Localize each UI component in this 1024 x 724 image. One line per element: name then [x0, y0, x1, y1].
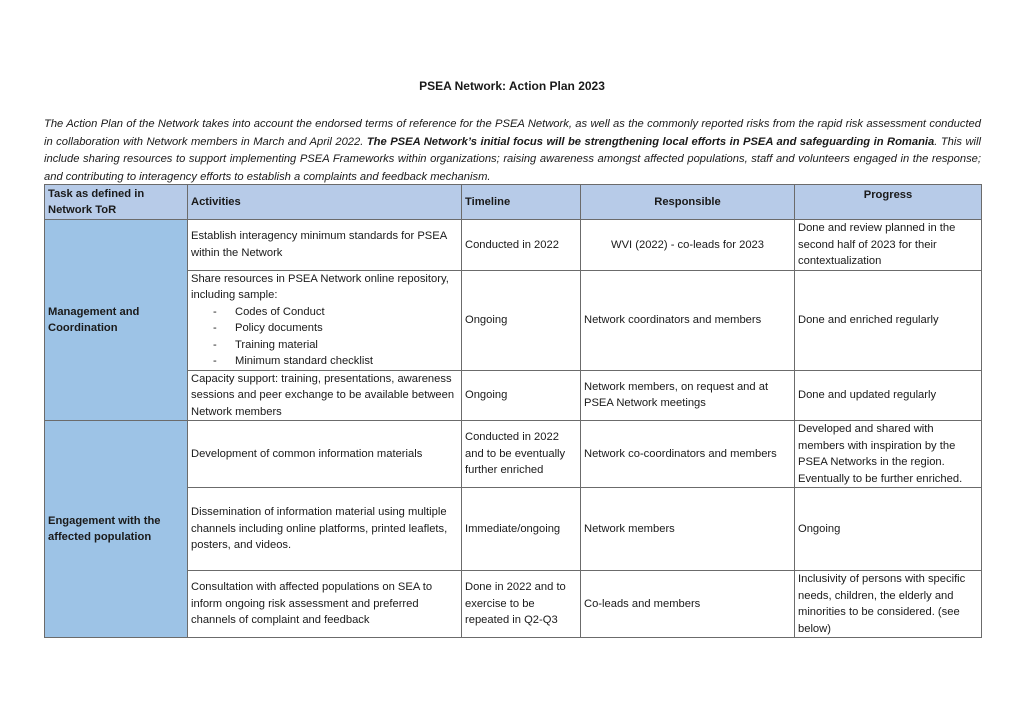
task-cell-engagement: Engagement with the affected population [45, 421, 188, 638]
progress-cell: Done and review planned in the second half of 2023 for their contextualization [795, 220, 982, 271]
timeline-cell: Ongoing [462, 370, 581, 421]
list-item: - Codes of Conduct [213, 304, 458, 321]
responsible-cell: Co-leads and members [581, 571, 795, 638]
table-row [45, 421, 982, 488]
activity-cell: Establish interagency minimum standards for PSEA within the Network [188, 220, 462, 271]
responsible-cell: Network members [581, 488, 795, 571]
table-header-row [45, 185, 982, 220]
header-responsible: Responsible [581, 185, 795, 220]
list-item: - Policy documents [213, 320, 458, 337]
progress-cell: Done and enriched regularly [795, 270, 982, 370]
header-activities: Activities [188, 185, 462, 220]
list-item: - Minimum standard checklist [213, 353, 458, 370]
task-cell-management: Management and Coordination [45, 220, 188, 421]
activity-cell: Dissemination of information material using multiple channels including online platforms, printed leaflets, posters, and videos. [188, 488, 462, 571]
responsible-cell: WVI (2022) - co-leads for 2023 [581, 220, 795, 271]
timeline-cell: Done in 2022 and to exercise to be repeated in Q2-Q3 [462, 571, 581, 638]
list-item: - Training material [213, 337, 458, 354]
document-title: PSEA Network: Action Plan 2023 [419, 79, 605, 93]
timeline-cell: Immediate/ongoing [462, 488, 581, 571]
progress-cell: Developed and shared with members with inspiration by the PSEA Networks in the region. Eventually to be further enriched. [795, 421, 982, 488]
intro-bold-text: The PSEA Network’s initial focus will be strengthening local efforts in PSEA and safeguarding in Romania [366, 135, 935, 148]
timeline-cell: Conducted in 2022 [462, 220, 581, 271]
responsible-cell: Network coordinators and members [581, 270, 795, 370]
responsible-cell: Network co-coordinators and members [581, 421, 795, 488]
action-plan-table [44, 184, 982, 638]
intro-text-2: . This will include sharing resources to support implementing PSEA Frameworks within organizations; raising awareness amongst affected populations, staff and volunteers engaged in the response; and contributing to interagency efforts to establish a complaints and feedback mechanism. [44, 135, 981, 183]
header-timeline: Timeline [462, 185, 581, 220]
timeline-cell: Ongoing [462, 270, 581, 370]
activity-cell: Development of common information materials [188, 421, 462, 488]
activity-text: Share resources in PSEA Network online repository, including sample: [191, 272, 449, 301]
progress-cell: Ongoing [795, 488, 982, 571]
activity-cell: Consultation with affected populations on SEA to inform ongoing risk assessment and preferred channels of complaint and feedback [188, 571, 462, 638]
timeline-cell: Conducted in 2022 and to be eventually further enriched [462, 421, 581, 488]
responsible-cell: Network members, on request and at PSEA Network meetings [581, 370, 795, 421]
progress-cell: Inclusivity of persons with specific needs, children, the elderly and minorities to be considered. (see below) [795, 571, 982, 638]
intro-paragraph [44, 116, 981, 186]
resource-list [191, 304, 458, 370]
intro-text-1: The Action Plan of the Network takes into account the endorsed terms of reference for the PSEA Network, as well as the commonly reported risks from the rapid risk assessment conducted in collaboration with Network members in March and April 2022. [44, 118, 981, 148]
activity-cell [188, 270, 462, 370]
header-task: Task as defined in Network ToR [45, 185, 188, 220]
header-progress: Progress [795, 185, 982, 220]
activity-cell: Capacity support: training, presentations, awareness sessions and peer exchange to be available between Network members [188, 370, 462, 421]
table-row [45, 220, 982, 271]
progress-cell: Done and updated regularly [795, 370, 982, 421]
